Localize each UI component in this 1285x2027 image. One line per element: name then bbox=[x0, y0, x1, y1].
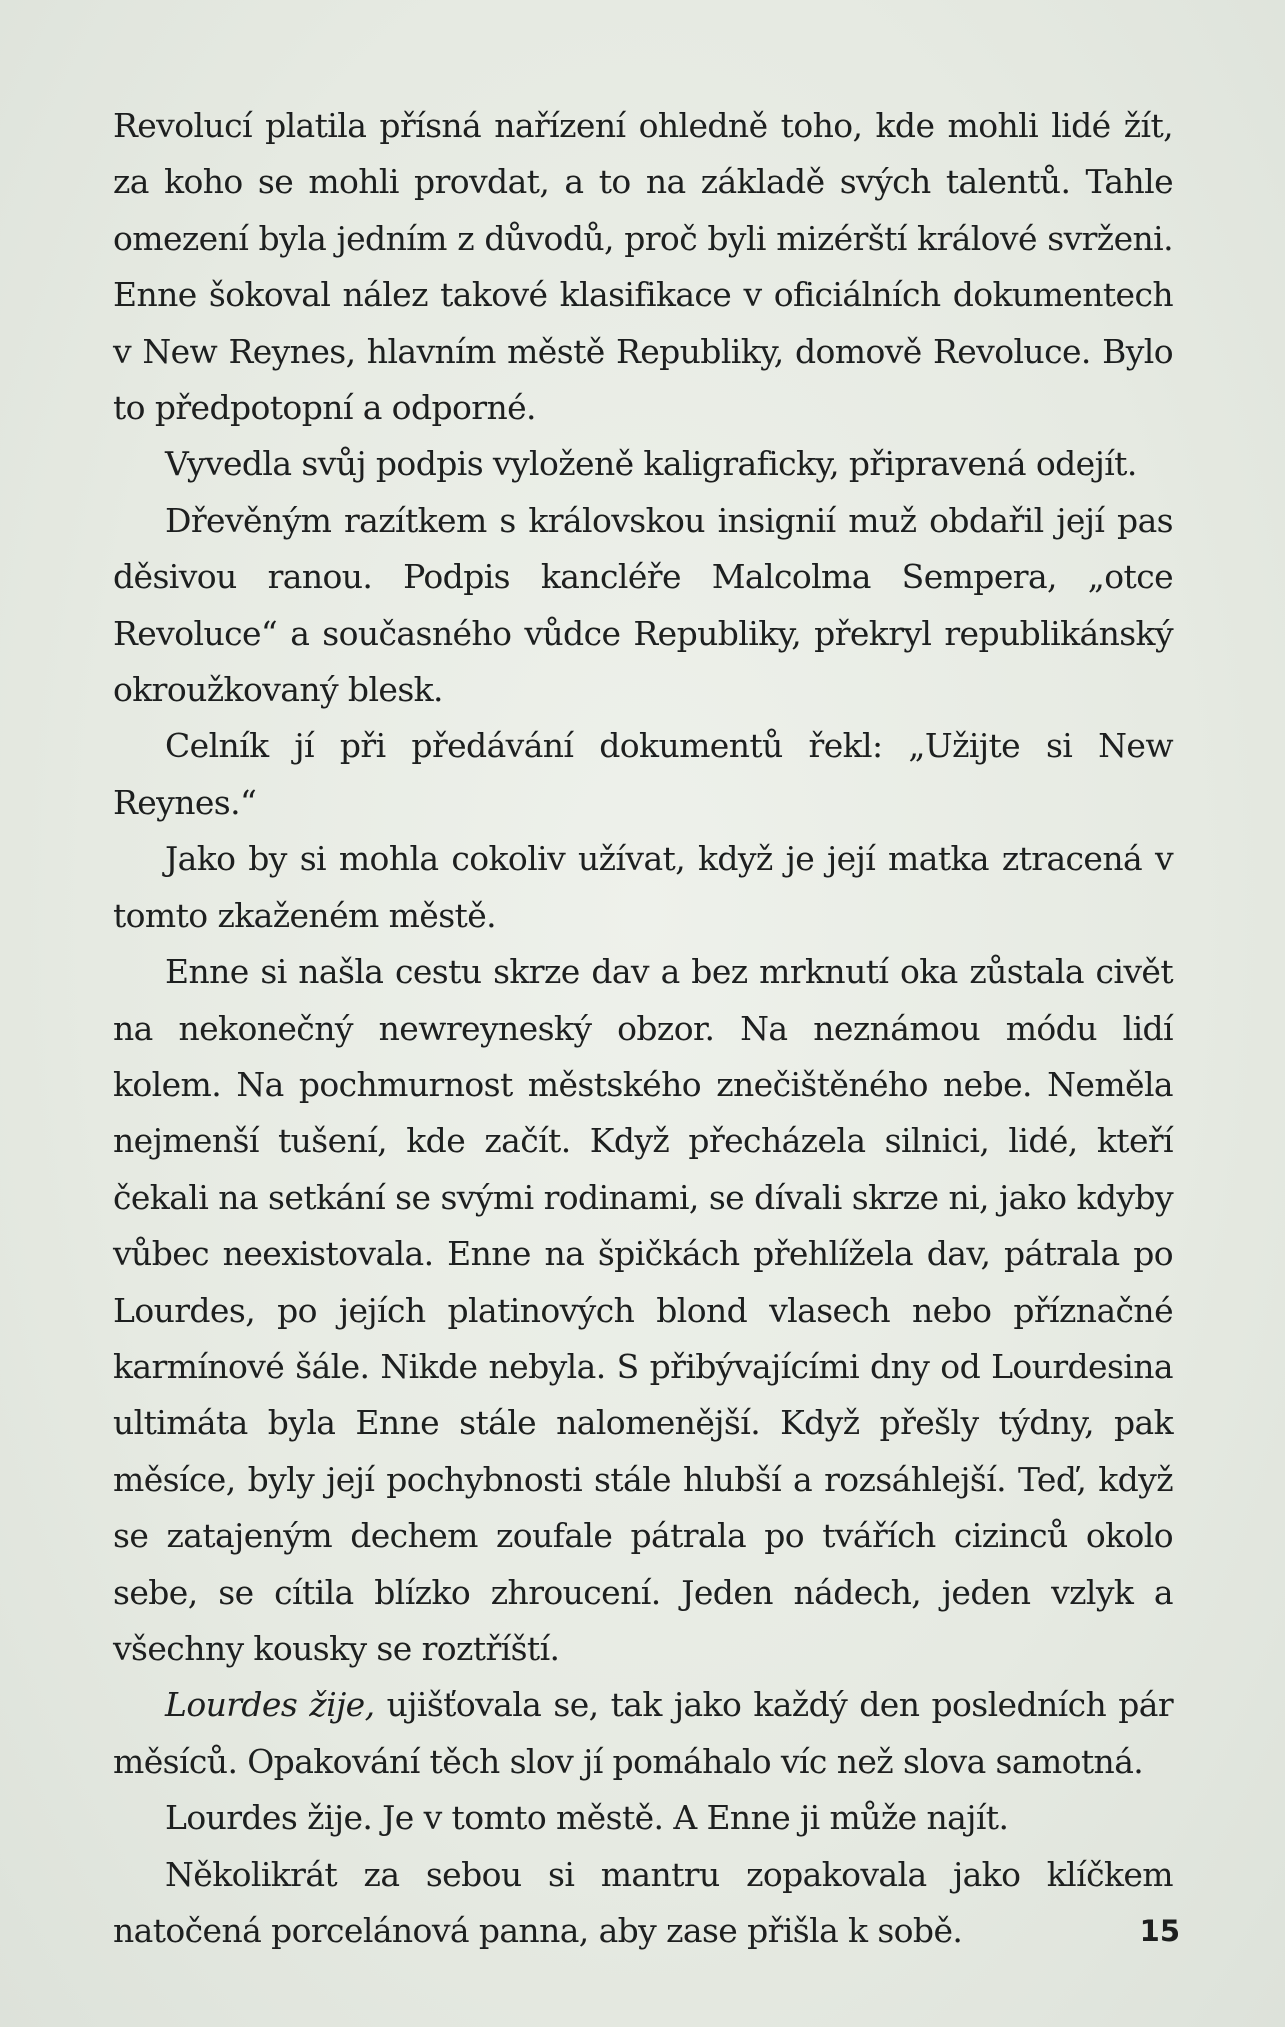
paragraph-7 bbox=[113, 1677, 1173, 1790]
page-number: 15 bbox=[1139, 1914, 1180, 1948]
paragraph-5: Jako by si mohla cokoliv užívat, když je její matka ztracená v tomto zkaženém městě. bbox=[113, 839, 1173, 935]
paragraph-3: Dřevěným razítkem s královskou insignií muž obdařil její pas děsivou ranou. Podpis kancléře Malcolma Sempera, „otce Revoluce“ a současného vůdce Republiky, překryl republikánský okroužkovaný blesk. bbox=[113, 500, 1173, 710]
paragraph-8: Lourdes žije. Je v tomto městě. A Enne ji může najít. bbox=[165, 1798, 1009, 1838]
paragraph-1: Revolucí platila přísná nařízení ohledně toho, kde mohli lidé žít, za koho se mohli provdat, a to na základě svých talentů. Tahle omezení byla jedním z důvodů, proč byli mizérští králové svrženi. Enne šokoval nález takové klasifikace v oficiálních dokumentech v New Reynes, hlavním městě Republiky, domově Revoluce. Bylo to předpotopní a odporné. bbox=[113, 106, 1173, 428]
paragraph-4: Celník jí při předávání dokumentů řekl: „Užijte si New Reynes.“ bbox=[113, 726, 1173, 822]
body-text bbox=[113, 98, 1173, 1959]
paragraph-6: Enne si našla cestu skrze dav a bez mrknutí oka zůstala civět na nekonečný newreyneský obzor. Na neznámou módu lidí kolem. Na pochmurnost městského znečištěného nebe. Neměla nejmenší tušení, kde začít. Když přecházela silnici, lidé, kteří čekali na setkání se svými rodinami, se dívali skrze ni, jako kdyby vůbec neexistovala. Enne na špičkách přehlížela dav, pátrala po Lourdes, po jejích platinových blond vlasech nebo příznačné karmínové šále. Nikde nebyla. S přibývajícími dny od Lourdesina ultimáta byla Enne stále nalomenější. Když přešly týdny, pak měsíce, byly její pochybnosti stále hlubší a rozsáhlejší. Teď, když se zatajeným dechem zoufale pátrala po tvářích cizinců okolo sebe, se cítila blízko zhroucení. Jeden nádech, jeden vzlyk a všechny kousky se roztříští. bbox=[113, 952, 1173, 1668]
paragraph-7-emphasis: Lourdes žije, bbox=[165, 1685, 375, 1725]
paragraph-2: Vyvedla svůj podpis vyloženě kaligraficky, připravená odejít. bbox=[165, 444, 1137, 484]
paragraph-7-text: ujišťovala se, tak jako každý den posledních pár měsíců. Opakování těch slov jí pomáhalo víc než slova samotná. bbox=[113, 1685, 1174, 1781]
paragraph-9: Několikrát za sebou si mantru zopakovala jako klíčkem natočená porcelánová panna, aby zase přišla k sobě. bbox=[113, 1854, 1173, 1950]
